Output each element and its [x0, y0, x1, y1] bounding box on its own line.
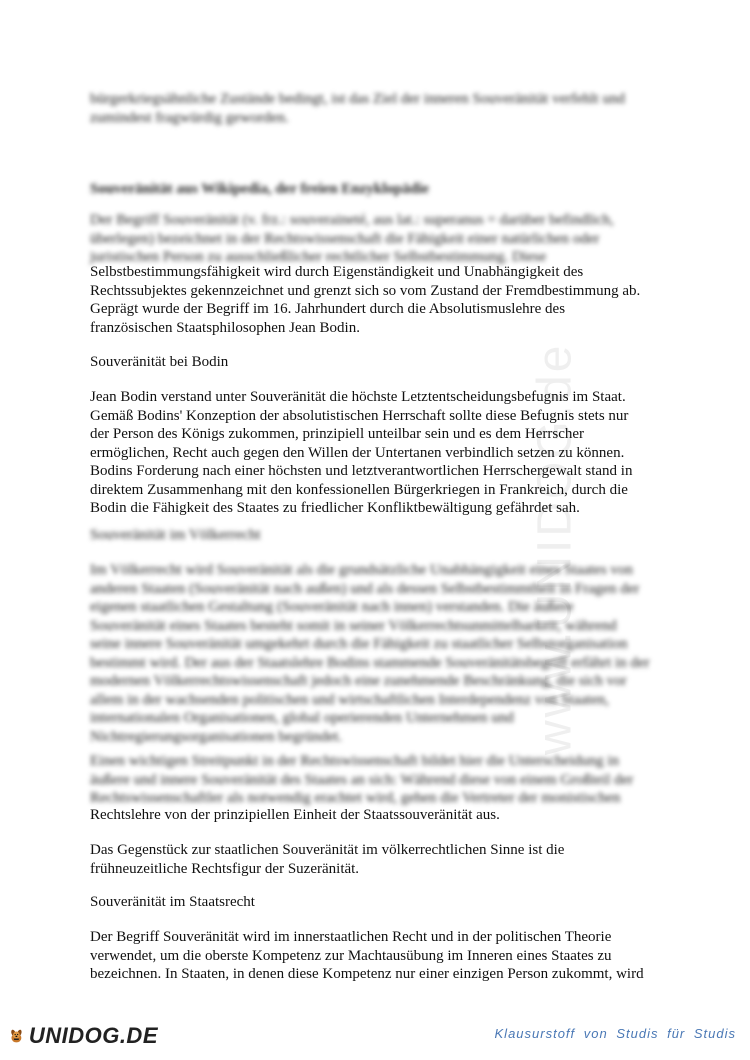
unidog-logo[interactable]: [8, 1018, 158, 1054]
dog-icon: [8, 1019, 25, 1053]
tagline: Klausurstoff von Studis für Studis: [494, 1026, 736, 1041]
paragraph-streitpunkt: Rechtslehre von der prinzipiellen Einheit der Staatssouveränität aus.: [90, 807, 500, 823]
definition-paragraph: Selbstbestimmungsfähigkeit wird durch Eigenständigkeit und Unabhängigkeit des Rechtssubjektes gekennzeichnet und grenzt sich so vom Zustand der Fremdbestimmung ab. Geprägt wurde der Begriff im 16. Jahrhundert durch die Absolutismuslehre des französischen Staatsphilosophen Jean Bodin.: [90, 264, 641, 336]
heading-bodin: Souveränität bei Bodin: [90, 354, 229, 370]
paragraph-staatsrecht: Der Begriff Souveränität wird im innerstaatlichen Recht und in der politischen Theorie verwendet, um die oberste Kompetenz zur Machtausübung im Inneren eines Staates zu bezeichnen. In Staaten, in denen diese Kompetenz nur einer einzigen Person zukommt, wird: [90, 929, 644, 982]
top-paragraph: bürgerkriegsähnliche Zustände bedingt, ist das Ziel der inneren Souveränität verfehlt und zumindest fragwürdig geworden.: [90, 91, 625, 126]
paragraph-bodin: Jean Bodin verstand unter Souveränität die höchste Letztentscheidungsbefugnis im Staat. Gemäß Bodins' Konzeption der absolutistischen Herrschaft sollte diese Befugnis stets nur der Person des Königs zukommen, prinzipiell unteilbar sein und es dem Herrscher ermöglichen, Recht auch gegen den Willen der Untertanen verbindlich setzen zu können. Bodins Forderung nach einer höchsten und letztverantwortlichen Herrschergewalt stand in direktem Zusammenhang mit den konfessionellen Bürgerkriegen in Frankreich, durch die Bodin die Fähigkeit des Staates zu friedlicher Konfliktbewältigung gefährdet sah.: [90, 389, 633, 516]
heading-staatsrecht: Souveränität im Staatsrecht: [90, 894, 255, 910]
paragraph-voelkerrecht: Im Völkerrecht wird Souveränität als die grundsätzliche Unabhängigkeit eines Staates von anderen Staaten (Souveränität nach außen) und als dessen Selbstbestimmtheit in Fragen der eigenen staatlichen Gestaltung (Souveränität nach innen) verstanden. Die äußere Souveränität eines Staates besteht somit in seiner Völkerrechtsunmittelbarkeit, während seine innere Souveränität umgekehrt durch die Fähigkeit zu staatlicher Selbstorganisation bestimmt wird. Der aus der Staatslehre Bodins stammende Souveränitätsbegriff erfährt in der modernen Völkerrechtswissenschaft jedoch eine zunehmende Beschränkung, die sich vor allem in der wachsenden politischen und wirtschaftlichen Interdependenz von Staaten, internationalen Organisationen, global operierenden Unternehmen und Nichtregierungsorganisationen begründet.: [90, 562, 650, 745]
paragraph-streitpunkt-blurred: Einen wichtigen Streitpunkt in der Rechtswissenschaft bildet hier die Unterscheidung in äußere und innere Souveränität des Staates an sich: Während diese von einem Großteil der Rechtswissenschaftler als notwendig erachtet wird, gehen die Vertreter der monistischen: [90, 753, 634, 806]
watermark: www.UNIDOG.de: [528, 342, 582, 755]
wiki-heading: Souveränität aus Wikipedia, der freien Enzyklopädie: [90, 181, 429, 197]
paragraph-gegenstueck: Das Gegenstück zur staatlichen Souveränität im völkerrechtlichen Sinne ist die frühneuzeitliche Rechtsfigur der Suzeränität.: [90, 842, 565, 877]
definition-paragraph-blurred: Der Begriff Souveränität (v. frz.: souveraineté, aus lat.: superanus = darüber befindlich, überlegen) bezeichnet in der Rechtswissenschaft die Fähigkeit einer natürlichen oder juristischen Person zu ausschließlicher rechtlicher Selbstbestimmung. Diese: [90, 212, 614, 265]
heading-voelkerrecht: Souveränität im Völkerrecht: [90, 527, 261, 543]
logo-text: UNIDOG.DE: [28, 1023, 158, 1048]
